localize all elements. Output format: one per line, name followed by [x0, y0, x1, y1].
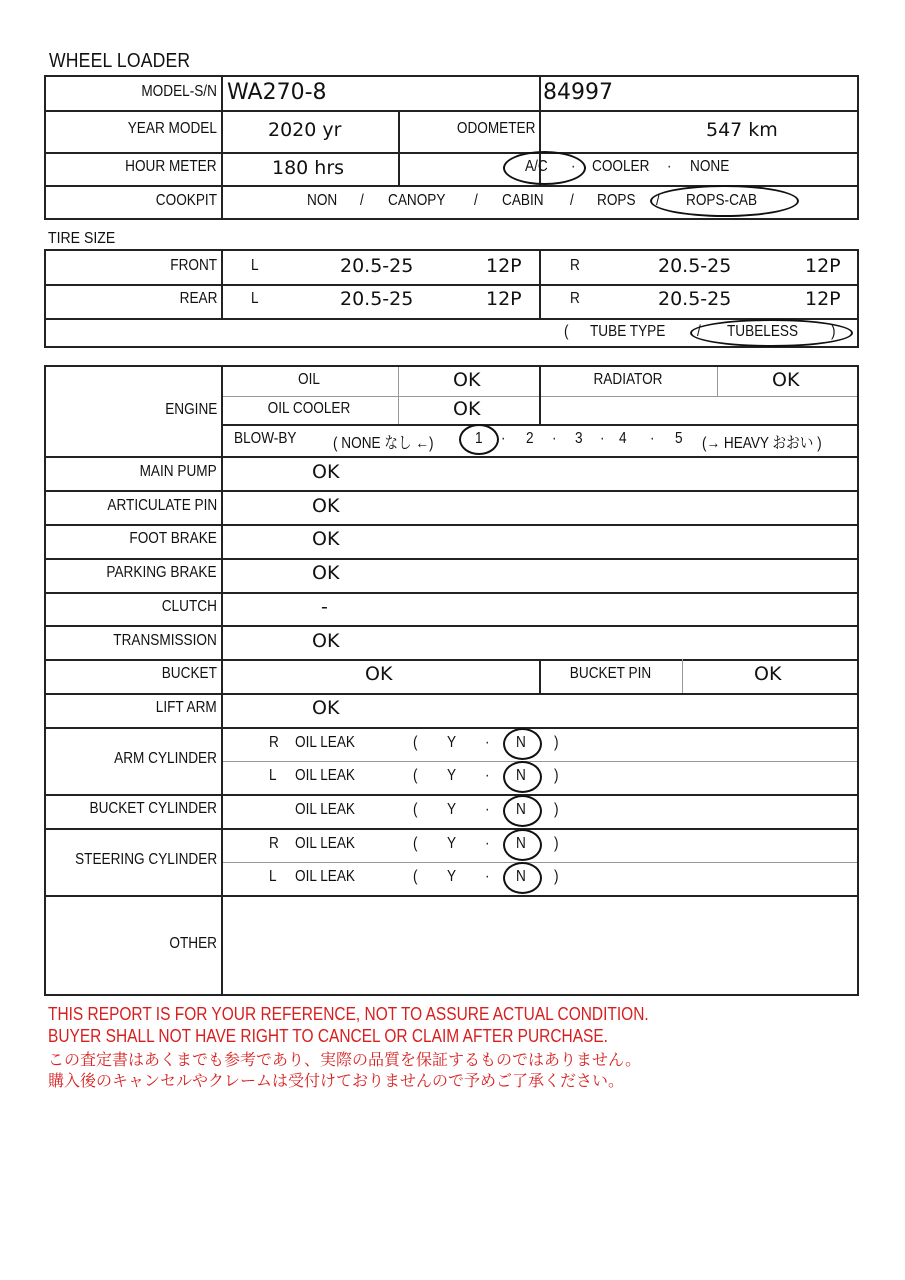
blow-by-heavy: (→ HEAVY おおい ): [702, 435, 822, 452]
engine-label: ENGINE: [164, 401, 217, 418]
arm-r-oil-leak: OIL LEAK: [295, 734, 355, 751]
steering-r-selected-n-circle: [503, 829, 542, 861]
cockpit-option-rops: ROPS: [597, 192, 636, 209]
arm-l-separator: ·: [485, 767, 490, 784]
tire-front-l-ply: 12P: [486, 255, 522, 277]
aircon-option-ac: A/C: [525, 158, 548, 175]
clutch-value: -: [321, 596, 328, 618]
blow-by-level-5: 5: [675, 430, 683, 447]
odometer-label: ODOMETER: [456, 120, 535, 137]
steering-cylinder-label: STEERING CYLINDER: [74, 851, 217, 868]
oil-cooler-label: OIL COOLER: [267, 400, 351, 417]
arm-r-close-paren: ): [554, 734, 559, 751]
arm-l-oil-leak: OIL LEAK: [295, 767, 355, 784]
tire-front-r-side: R: [570, 257, 580, 274]
selected-ac-circle: [503, 151, 586, 185]
cockpit-sep-3: /: [570, 192, 574, 209]
tire-front-l-side: L: [251, 257, 259, 274]
tire-rear-r-side: R: [570, 290, 580, 307]
arm-l-option-y: Y: [447, 767, 457, 784]
arm-r-open-paren: (: [413, 734, 418, 751]
tire-front-l-size: 20.5-25: [340, 255, 414, 277]
bucket-cyl-oil-leak: OIL LEAK: [295, 801, 355, 818]
blow-by-dot-2: ·: [552, 430, 557, 447]
steering-r-separator: ·: [485, 835, 490, 852]
arm-l-option-n: N: [516, 767, 526, 784]
bucket-pin-value: OK: [754, 663, 782, 685]
hour-meter-value: 180 hrs: [272, 157, 345, 179]
clutch-label: CLUTCH: [161, 598, 217, 615]
tire-rear-l-ply: 12P: [486, 288, 522, 310]
bucket-cyl-separator: ·: [485, 801, 490, 818]
steering-l-close-paren: ): [554, 868, 559, 885]
disclaimer-line-4: 購入後のキャンセルやクレームは受付けておりませんので予めご了承ください。: [48, 1073, 625, 1090]
steering-l-option-y: Y: [447, 868, 457, 885]
oil-value: OK: [453, 369, 481, 391]
aircon-sep-1: ·: [571, 158, 576, 175]
aircon-option-cooler: COOLER: [592, 158, 650, 175]
disclaimer-line-1: THIS REPORT IS FOR YOUR REFERENCE, NOT TO ASSURE ACTUAL CONDITION.: [48, 1004, 649, 1024]
steering-r-oil-leak: OIL LEAK: [295, 835, 355, 852]
hour-meter-label: HOUR METER: [125, 158, 217, 175]
bucket-cyl-option-n: N: [516, 801, 526, 818]
bucket-cyl-selected-n-circle: [503, 795, 542, 827]
tire-rear-r-size: 20.5-25: [658, 288, 732, 310]
blow-by-level-3: 3: [575, 430, 583, 447]
year-model-value: 2020 yr: [268, 119, 342, 141]
bucket-value: OK: [365, 663, 393, 685]
aircon-option-none: NONE: [690, 158, 730, 175]
steering-l-side: L: [269, 868, 277, 885]
blow-by-dot-4: ·: [650, 430, 655, 447]
year-model-label: YEAR MODEL: [127, 120, 217, 137]
arm-l-close-paren: ): [554, 767, 559, 784]
blow-by-level-2: 2: [526, 430, 534, 447]
bucket-pin-label: BUCKET PIN: [569, 665, 652, 682]
transmission-label: TRANSMISSION: [113, 632, 217, 649]
cockpit-sep-1: /: [360, 192, 364, 209]
cockpit-option-non: NON: [307, 192, 338, 209]
bucket-cyl-close-paren: ): [554, 801, 559, 818]
disclaimer-line-3: この査定書はあくまでも参考であり、実際の品質を保証するものではありません。: [48, 1052, 641, 1069]
bucket-cylinder-label: BUCKET CYLINDER: [89, 800, 217, 817]
tire-rear-label: REAR: [179, 290, 217, 307]
model-sn-label: MODEL-S/N: [141, 83, 217, 100]
articulate-pin-label: ARTICULATE PIN: [107, 497, 217, 514]
arm-cylinder-label: ARM CYLINDER: [114, 750, 217, 767]
cockpit-option-canopy: CANOPY: [388, 192, 446, 209]
arm-l-open-paren: (: [413, 767, 418, 784]
selected-rops-cab-circle: [650, 185, 799, 217]
arm-l-side: L: [269, 767, 277, 784]
steering-l-oil-leak: OIL LEAK: [295, 868, 355, 885]
lift-arm-value: OK: [312, 697, 340, 719]
steering-l-option-n: N: [516, 868, 526, 885]
tire-size-title: TIRE SIZE: [48, 230, 116, 247]
steering-r-open-paren: (: [413, 835, 418, 852]
main-pump-label: MAIN PUMP: [139, 463, 217, 480]
main-pump-value: OK: [312, 461, 340, 483]
tire-front-r-size: 20.5-25: [658, 255, 732, 277]
blow-by-dot-1: ·: [501, 430, 506, 447]
tire-rear-r-ply: 12P: [805, 288, 841, 310]
blow-by-level-1: 1: [475, 430, 483, 447]
steering-l-open-paren: (: [413, 868, 418, 885]
parking-brake-value: OK: [312, 562, 340, 584]
odometer-value: 547 km: [706, 119, 778, 141]
blow-by-none: ( NONE なし ←): [333, 435, 434, 452]
arm-r-option-n: N: [516, 734, 526, 751]
steering-r-close-paren: ): [554, 835, 559, 852]
tire-front-r-ply: 12P: [805, 255, 841, 277]
lift-arm-label: LIFT ARM: [156, 699, 217, 716]
bucket-label: BUCKET: [161, 665, 217, 682]
steering-r-option-n: N: [516, 835, 526, 852]
tire-front-label: FRONT: [170, 257, 217, 274]
articulate-pin-value: OK: [312, 495, 340, 517]
disclaimer-line-2: BUYER SHALL NOT HAVE RIGHT TO CANCEL OR CLAIM AFTER PURCHASE.: [48, 1026, 608, 1046]
serial-value: 84997: [543, 80, 613, 105]
steering-r-side: R: [269, 835, 279, 852]
other-label: OTHER: [169, 935, 217, 952]
arm-r-selected-n-circle: [503, 728, 542, 760]
cockpit-option-rops-cab: ROPS-CAB: [686, 192, 758, 209]
arm-r-side: R: [269, 734, 279, 751]
oil-cooler-value: OK: [453, 398, 481, 420]
foot-brake-value: OK: [312, 528, 340, 550]
radiator-value: OK: [772, 369, 800, 391]
tube-open-paren: (: [564, 323, 569, 340]
tube-type-option: TUBE TYPE: [590, 323, 666, 340]
bucket-cyl-option-y: Y: [447, 801, 457, 818]
tube-close-paren: ): [831, 323, 836, 340]
steering-r-option-y: Y: [447, 835, 457, 852]
cockpit-sep-4: /: [656, 192, 660, 209]
steering-l-selected-n-circle: [503, 862, 542, 894]
foot-brake-label: FOOT BRAKE: [129, 530, 217, 547]
bucket-cyl-open-paren: (: [413, 801, 418, 818]
aircon-sep-2: ·: [667, 158, 672, 175]
radiator-label: RADIATOR: [593, 371, 663, 388]
oil-label: OIL: [298, 371, 320, 388]
arm-r-separator: ·: [485, 734, 490, 751]
model-value: WA270-8: [227, 80, 327, 105]
tire-rear-l-side: L: [251, 290, 259, 307]
tube-sep: /: [697, 323, 701, 340]
tire-rear-l-size: 20.5-25: [340, 288, 414, 310]
arm-l-selected-n-circle: [503, 761, 542, 793]
steering-l-separator: ·: [485, 868, 490, 885]
cockpit-label: COOKPIT: [155, 192, 217, 209]
blow-by-label: BLOW-BY: [234, 430, 297, 447]
tubeless-option: TUBELESS: [727, 323, 799, 340]
transmission-value: OK: [312, 630, 340, 652]
selected-blow-by-circle: [459, 424, 499, 455]
arm-r-option-y: Y: [447, 734, 457, 751]
cockpit-sep-2: /: [474, 192, 478, 209]
blow-by-dot-3: ·: [600, 430, 605, 447]
selected-tubeless-circle: [690, 319, 853, 347]
blow-by-level-4: 4: [619, 430, 627, 447]
parking-brake-label: PARKING BRAKE: [106, 564, 217, 581]
document-title: WHEEL LOADER: [49, 50, 191, 72]
cockpit-option-cabin: CABIN: [502, 192, 544, 209]
